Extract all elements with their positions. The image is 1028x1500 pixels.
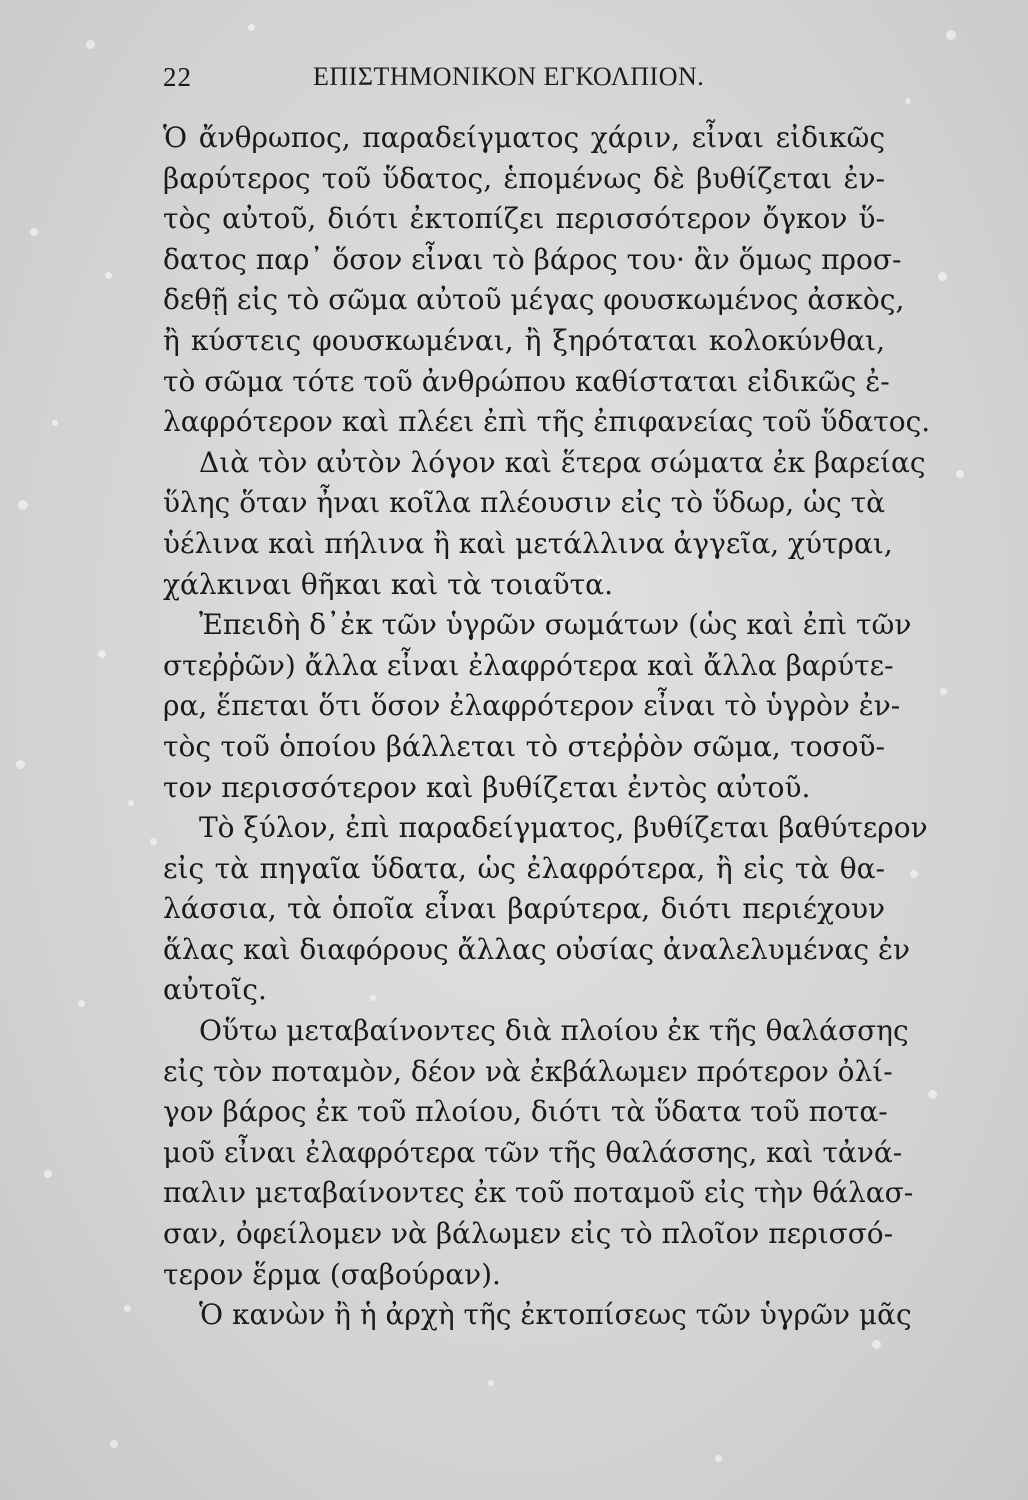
text-line: μοῦ εἶναι ἐλαφρότερα τῶν τῆς θαλάσσης, καὶ τἀνά- — [163, 1135, 903, 1169]
text-line: τὸς αὐτοῦ, διότι ἐκτοπίζει περισσότερον ὄγκον ὕ- — [163, 202, 885, 236]
text-line: ἢ κύστεις φουσκωμέναι, ἢ ξηρόταται κολοκύνθαι, — [163, 323, 885, 357]
text-line: δατος παρ᾽ ὅσον εἶναι τὸ βάρος του· ἂν ὅμως προσ- — [163, 242, 902, 276]
page-header — [163, 62, 903, 102]
text-line: τὸς τοῦ ὁποίου βάλλεται τὸ στεῤῥὸν σῶμα, τοσοῦ- — [163, 729, 885, 763]
text-line: Ἐπειδὴ δ᾽ἐκ τῶν ὑγρῶν σωμάτων (ὡς καὶ ἐπὶ τῶν — [199, 608, 912, 642]
text-line: Διὰ τὸν αὐτὸν λόγον καὶ ἕτερα σώματα ἐκ βαρείας — [199, 445, 926, 479]
text-line: λάσσια, τὰ ὁποῖα εἶναι βαρύτερα, διότι περιέχουν — [163, 892, 885, 926]
text-line: δεθῇ εἰς τὸ σῶμα αὐτοῦ μέγας φουσκωμένος ἀσκὸς, — [163, 283, 905, 317]
text-line: ὕλης ὅταν ἦναι κοῖλα πλέουσιν εἰς τὸ ὕδωρ, ὡς τὰ — [163, 486, 885, 520]
text-line: λαφρότερον καὶ πλέει ἐπὶ τῆς ἐπιφανείας τοῦ ὕδατος. — [163, 405, 931, 439]
running-title: ΕΠΙΣΤΗΜΟΝΙΚΟΝ ΕΓΚΟΛΠΙΟΝ. — [313, 62, 705, 91]
text-line: βαρύτερος τοῦ ὕδατος, ἑπομένως δὲ βυθίζεται ἐν- — [163, 161, 885, 195]
body-text — [163, 118, 931, 1336]
text-line: εἰς τὸν ποταμὸν, δέον νὰ ἐκβάλωμεν πρότερον ὀλί- — [163, 1054, 893, 1088]
text-line: Τὸ ξύλον, ἐπὶ παραδείγματος, βυθίζεται βαθύτερον — [199, 811, 928, 845]
text-line: ὑέλινα καὶ πήλινα ἢ καὶ μετάλλινα ἀγγεῖα, χύτραι, — [163, 526, 893, 560]
text-line: σαν, ὀφείλομεν νὰ βάλωμεν εἰς τὸ πλοῖον περισσό- — [163, 1217, 894, 1251]
text-line: ἅλας καὶ διαφόρους ἄλλας οὐσίας ἀναλελυμένας ἐν — [163, 932, 911, 966]
text-line: τερον ἕρμα (σαβούραν). — [163, 1257, 501, 1291]
page-number: 22 — [163, 62, 192, 92]
text-line: Ὁ κανὼν ἢ ἡ ἀρχὴ τῆς ἐκτοπίσεως τῶν ὑγρῶν μᾶς — [199, 1298, 912, 1332]
text-line: ρα, ἕπεται ὅτι ὅσον ἐλαφρότερον εἶναι τὸ ὑγρὸν ἐν- — [163, 689, 901, 723]
text-line: Οὕτω μεταβαίνοντες διὰ πλοίου ἐκ τῆς θαλάσσης — [199, 1014, 909, 1048]
text-line: στεῤῥῶν) ἄλλα εἶναι ἐλαφρότερα καὶ ἄλλα βαρύτε- — [163, 648, 894, 682]
text-line: αὐτοῖς. — [163, 973, 267, 1007]
text-line: χάλκιναι θῆκαι καὶ τὰ τοιαῦτα. — [163, 567, 613, 601]
text-line: τον περισσότερον καὶ βυθίζεται ἐντὸς αὐτοῦ. — [163, 770, 811, 804]
text-line: Ὁ ἄνθρωπος, παραδείγματος χάριν, εἶναι εἰδικῶς — [163, 121, 885, 154]
text-line: τὸ σῶμα τότε τοῦ ἀνθρώπου καθίσταται εἰδικῶς ἐ- — [163, 364, 890, 398]
text-line: εἰς τὰ πηγαῖα ὕδατα, ὡς ἐλαφρότερα, ἢ εἰς τὰ θα- — [163, 851, 885, 885]
text-line: παλιν μεταβαίνοντες ἐκ τοῦ ποταμοῦ εἰς τὴν θάλασ- — [163, 1176, 914, 1210]
text-line: γον βάρος ἐκ τοῦ πλοίου, διότι τὰ ὕδατα τοῦ ποτα- — [163, 1095, 888, 1129]
